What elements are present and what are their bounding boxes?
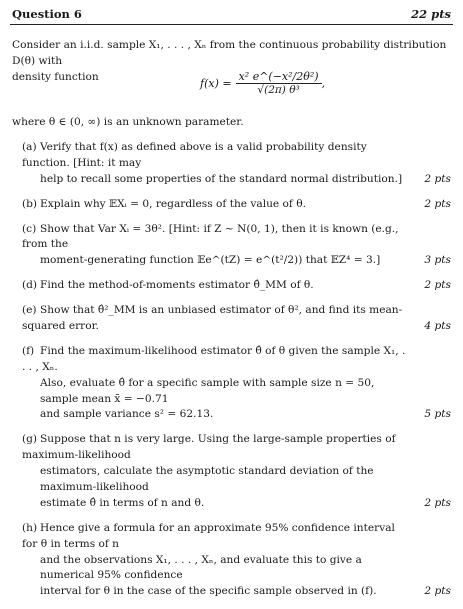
question-header (10, 4, 453, 25)
part-label: (g) (22, 433, 38, 446)
part-label: (d) (22, 279, 38, 292)
parameter-statement: where θ ∈ (0, ∞) is an unknown parameter. (12, 116, 244, 128)
part-text: help to recall some properties of the standard normal distribution.] (40, 172, 403, 185)
formula-denominator: √(2π) θ³ (257, 84, 300, 97)
part-points: 5 pts (424, 408, 451, 421)
part-line (22, 278, 407, 294)
part-text: and the observations X₁, . . . , Xₙ, and evaluate this to give a numerical 95% confidence (40, 553, 362, 582)
question-part (22, 140, 451, 188)
part-line (22, 521, 407, 553)
part-label: (b) (22, 197, 38, 210)
density-formula (200, 70, 325, 98)
question-parts (22, 140, 451, 609)
part-text: Show that θ̂²_MM is an unbiased estimator of θ², and find its mean-squared error. (22, 304, 403, 333)
part-text: Hence give a formula for an approximate 95% confidence interval for θ in terms of n (22, 521, 395, 550)
part-label: (f) (22, 344, 35, 357)
part-text: moment-generating function 𝔼e^(tZ) = e^(t²/2)) that 𝔼Z⁴ = 3.] (40, 254, 381, 267)
part-line (22, 253, 407, 269)
part-line (22, 172, 407, 188)
part-text: Also, evaluate θ̂ for a specific sample with sample size n = 50, sample mean x̄ = −0.71 (40, 376, 375, 405)
formula-lhs: f(x) = (200, 76, 232, 90)
part-text: Explain why 𝔼Xᵢ = 0, regardless of the value of θ. (40, 197, 306, 210)
part-line (22, 376, 407, 408)
part-points: 4 pts (424, 320, 451, 333)
part-label: (c) (22, 222, 37, 235)
formula-numerator: x² e^(−x²/2θ²) (236, 70, 322, 84)
part-text: Show that Var Xᵢ = 3θ². [Hint: if Z ~ N(0, 1), then it is known (e.g., from the (22, 222, 399, 251)
part-line (22, 496, 407, 512)
question-part (22, 432, 451, 511)
part-line (22, 464, 407, 496)
part-label: (a) (22, 141, 37, 153)
part-text: estimate θ̂ in terms of n and θ. (40, 496, 205, 509)
question-part (22, 344, 451, 423)
part-line (22, 432, 407, 464)
part-label: (e) (22, 304, 37, 317)
part-line (22, 222, 407, 254)
question-points: 22 pts (411, 7, 451, 21)
part-points: 2 pts (424, 279, 451, 292)
part-text: Suppose that n is very large. Using the large-sample properties of maximum-likelihood (22, 433, 396, 462)
part-points: 2 pts (424, 496, 451, 509)
question-part (22, 278, 451, 294)
part-points: 2 pts (424, 585, 451, 598)
part-points: 2 pts (424, 172, 451, 185)
part-line (22, 553, 407, 585)
part-line (22, 344, 407, 376)
part-line (22, 407, 407, 423)
question-part (22, 303, 451, 335)
part-text: estimators, calculate the asymptotic standard deviation of the maximum-likelihood (40, 465, 374, 494)
part-text: Verify that f(x) as defined above is a valid probability density function. [Hint: it may (22, 141, 367, 169)
part-text: interval for θ in the case of the specific sample observed in (f). (40, 585, 377, 598)
question-part (22, 197, 451, 213)
part-text: Find the method-of-moments estimator θ̂_MM of θ. (40, 279, 314, 292)
part-line (22, 584, 407, 600)
formula-trail: , (321, 76, 326, 90)
part-points: 3 pts (424, 254, 451, 267)
part-line (22, 197, 407, 213)
part-line (22, 303, 407, 335)
intro-line-1: Consider an i.i.d. sample X₁, . . . , Xₙ from the continuous probability distribution D(θ) with (12, 39, 447, 67)
part-text: and sample variance s² = 62.13. (40, 408, 214, 421)
part-text: Find the maximum-likelihood estimator θ̂ of θ given the sample X₁, . . . , Xₙ. (22, 344, 406, 373)
part-points: 2 pts (424, 197, 451, 210)
part-label: (h) (22, 521, 38, 534)
part-line (22, 140, 407, 172)
formula-fraction (236, 70, 322, 98)
question-title: Question 6 (12, 7, 82, 21)
question-part (22, 222, 451, 270)
intro-line-2: density function (12, 70, 99, 83)
question-part (22, 521, 451, 600)
